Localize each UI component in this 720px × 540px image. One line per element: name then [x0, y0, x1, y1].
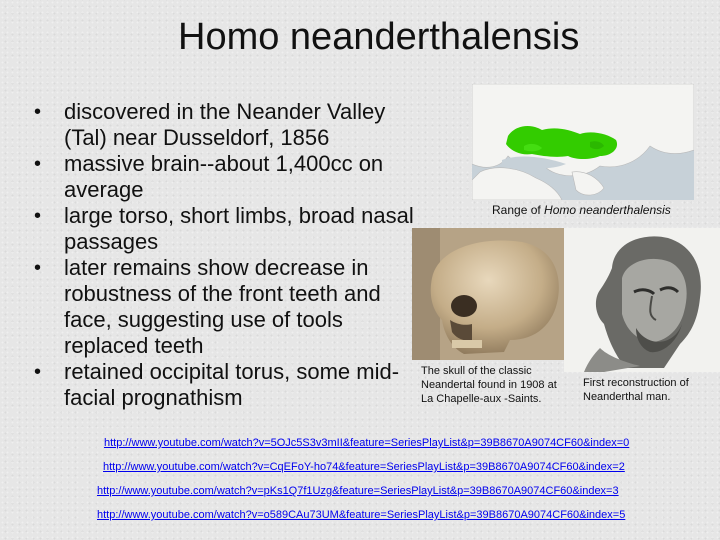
reconstruction-portrait [564, 228, 720, 372]
portrait-graphic [564, 228, 720, 372]
map-caption-text: Range of [492, 203, 545, 217]
video-link[interactable]: http://www.youtube.com/watch?v=5OJc5S3v3mII&feature=SeriesPlayList&p=39B8670A9074CF60&index=0 [104, 437, 630, 449]
bullet-item: • retained occipital torus, some mid-facial prognathism [34, 359, 426, 411]
video-link[interactable]: http://www.youtube.com/watch?v=CqEFoY-ho74&feature=SeriesPlayList&p=39B8670A9074CF60&index=2 [103, 461, 625, 473]
bullet-item: • massive brain--about 1,400cc on average [34, 151, 426, 203]
bullet-list [34, 99, 426, 411]
map-caption [492, 203, 671, 217]
video-link[interactable]: http://www.youtube.com/watch?v=o589CAu73UM&feature=SeriesPlayList&p=39B8670A9074CF60&index=5 [97, 509, 626, 521]
map-caption-species: Homo neanderthalensis [544, 203, 671, 217]
skull-photo [412, 228, 564, 360]
bullet-item: • later remains show decrease in robustness of the front teeth and face, suggesting use of tools replaced teeth [34, 255, 426, 359]
skull-caption: The skull of the classic Neandertal found in 1908 at La Chapelle-aux -Saints. [421, 365, 557, 405]
range-map-image [472, 84, 694, 200]
video-link[interactable]: http://www.youtube.com/watch?v=pKs1Q7f1Uzg&feature=SeriesPlayList&p=39B8670A9074CF60&index=3 [97, 485, 619, 497]
portrait-caption: First reconstruction of Neanderthal man. [583, 377, 689, 403]
skull-graphic [412, 228, 564, 360]
range-map-graphic [472, 84, 694, 200]
slide-title: Homo neanderthalensis [178, 16, 580, 58]
bullet-item: • large torso, short limbs, broad nasal passages [34, 203, 426, 255]
bullet-item: • discovered in the Neander Valley (Tal) near Dusseldorf, 1856 [34, 99, 426, 151]
